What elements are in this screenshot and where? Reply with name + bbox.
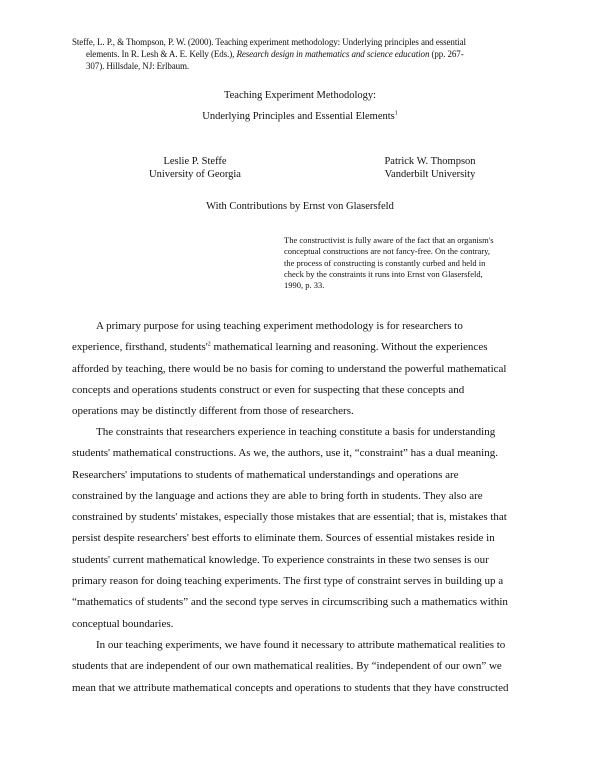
epigraph-line: the process of constructing is constantly curbed and held in xyxy=(284,257,486,268)
epigraph-line: The constructivist is fully aware of the fact that an organism's xyxy=(284,235,494,245)
text-line: In our teaching experiments, we have found it necessary to attribute mathematical realities to xyxy=(96,639,506,651)
text-line: concepts and operations students construct or even for suspecting that these concepts and xyxy=(72,383,465,396)
author-thompson xyxy=(340,155,520,181)
title-line-1: Teaching Experiment Methodology: xyxy=(223,90,377,101)
text-line: primary reason for doing teaching experiments. The first type of constraint serves in building up a xyxy=(72,575,504,588)
text-line: constrained by the language and actions they are able to bring forth in students. They also are xyxy=(72,489,483,502)
text-line: operations may be distinctly different from those of researchers. xyxy=(72,405,354,418)
paragraph-1 xyxy=(72,316,542,422)
epigraph-line: check by the constraints it runs into Ernst von Glasersfeld, xyxy=(284,268,483,279)
citation-line: 307). Hillsdale, NJ: Erlbaum. xyxy=(86,61,190,71)
text-line: “mathematics of students” and the second type serves in circumscribing such a mathematics within xyxy=(72,596,508,609)
paragraph-3 xyxy=(72,635,542,699)
text-line: experience, firsthand, $students'^2$ mathematical learning and reasoning. Without the experiences xyxy=(72,341,488,354)
author-name: Patrick W. Thompson xyxy=(384,156,476,167)
book-title: Research design in mathematics and science education xyxy=(236,49,430,59)
epigraph xyxy=(284,235,554,291)
author-affiliation: University of Georgia xyxy=(149,169,241,180)
citation xyxy=(72,36,542,72)
epigraph-line: conceptual constructions are not fancy-free. On the contrary, xyxy=(284,246,490,257)
text-line: students' mathematical constructions. As we, the authors, use it, “constraint” has a dual meaning. xyxy=(72,447,498,460)
paragraph-2 xyxy=(72,422,542,635)
text-line: A primary purpose for using teaching experiment methodology is for researchers to xyxy=(96,320,463,332)
author-steffe xyxy=(120,155,270,181)
footnote-mark[interactable]: 1 xyxy=(394,110,398,117)
title-line-2: Underlying Principles and Essential Elements$^1$ xyxy=(202,110,398,122)
text-line: students that are independent of our own mathematical realities. By “independent of our own” we xyxy=(72,660,502,673)
citation-line: elements. In R. Lesh & A. E. Kelly (Eds.), Research design in mathematics and science education (pp. 267- xyxy=(86,49,464,59)
citation-line: Steffe, L. P., & Thompson, P. W. (2000). Teaching experiment methodology: Underlying principles and essential xyxy=(72,37,466,47)
text-line: constrained by students' mistakes, especially those mistakes that are essential; that is, mistakes that xyxy=(72,511,507,524)
text-line: persist despite researchers' best efforts to eliminate them. Sources of essential mistakes reside in xyxy=(72,532,495,545)
text-line: students' current mathematical knowledge. To experience constraints in these two senses is our xyxy=(72,553,489,566)
text-line: conceptual boundaries. xyxy=(72,617,174,630)
author-name: Leslie P. Steffe xyxy=(163,156,227,167)
epigraph-line: 1990, p. 33. xyxy=(284,280,325,291)
text-line: afforded by teaching, there would be no basis for coming to understand the powerful mathematical xyxy=(72,362,507,375)
footnote-mark[interactable]: 2 xyxy=(207,341,211,348)
text-line: Researchers' imputations to students of mathematical understandings and operations are xyxy=(72,468,459,481)
text-line: The constraints that researchers experience in teaching constitute a basis for understanding xyxy=(96,426,496,438)
contributions-line: With Contributions by Ernst von Glasersfeld xyxy=(206,201,394,212)
author-affiliation: Vanderbilt University xyxy=(384,169,476,180)
text-line: mean that we attribute mathematical concepts and operations to students that they have constructed xyxy=(72,681,509,694)
